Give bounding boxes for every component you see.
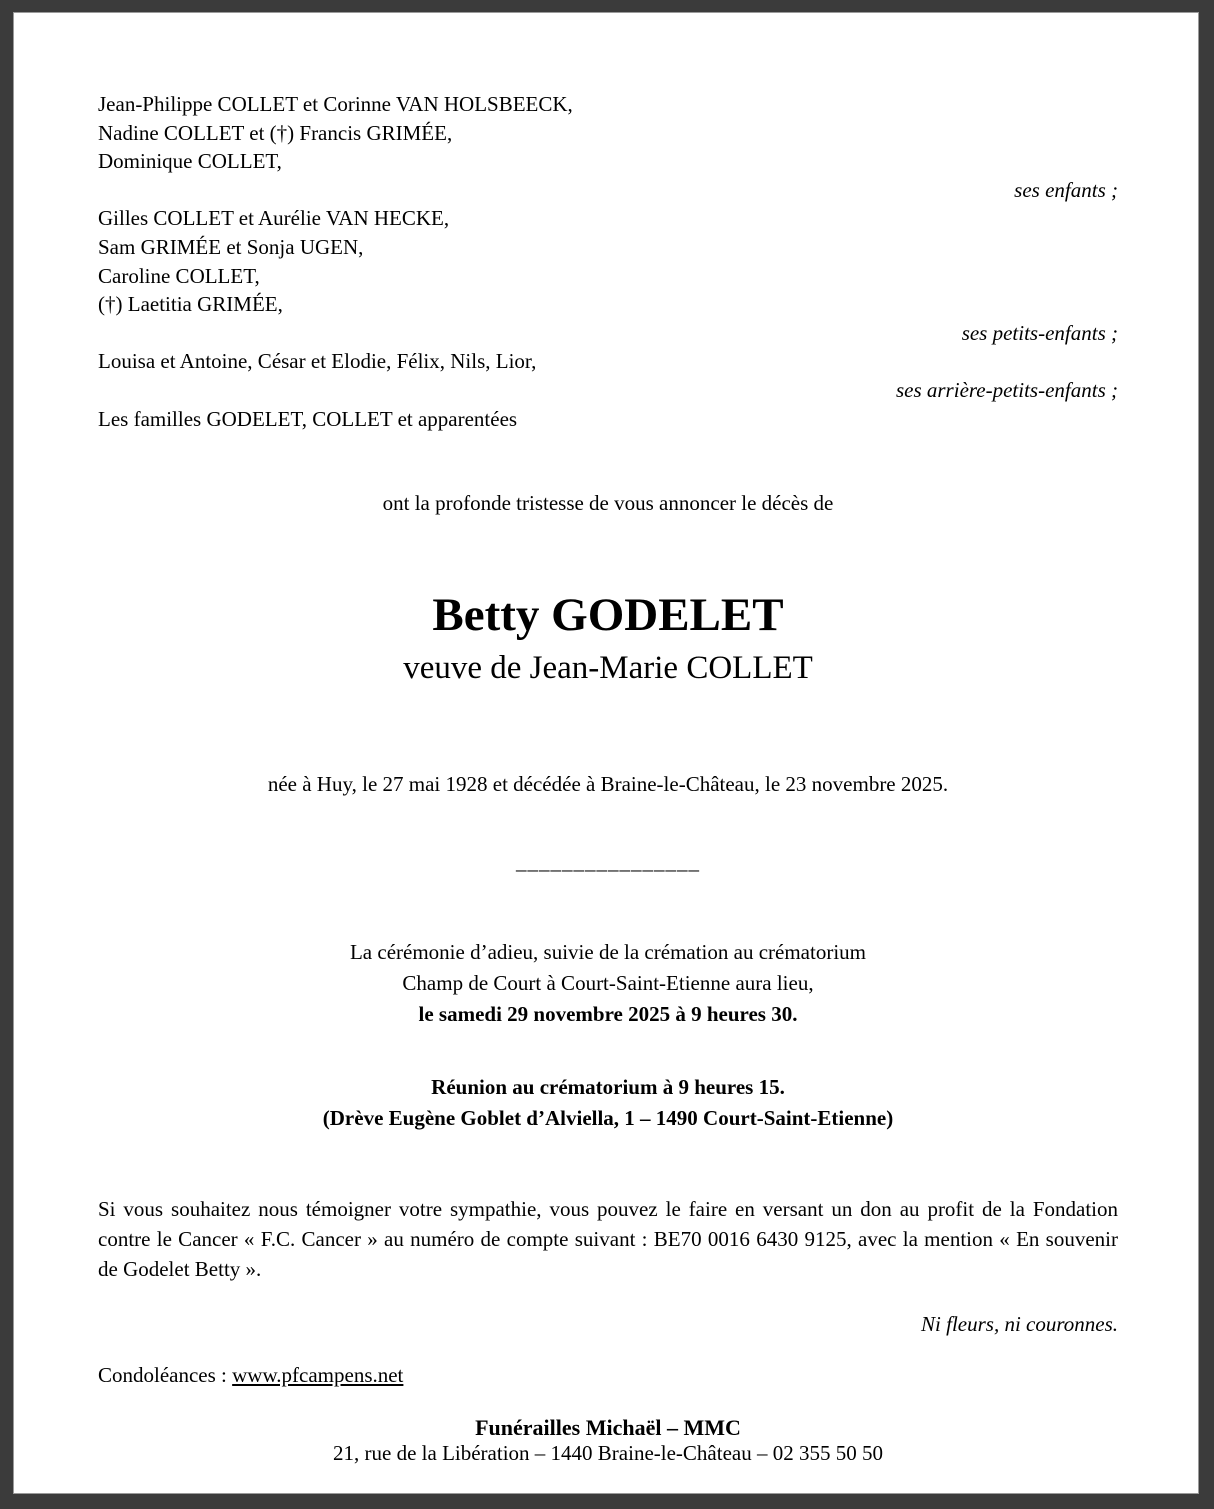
family-line: Jean-Philippe COLLET et Corinne VAN HOLSBEECK,: [98, 92, 573, 116]
meeting-line-2: (Drève Eugène Goblet d’Alviella, 1 – 1490 Court-Saint-Etienne): [322, 1106, 894, 1131]
family-line: Nadine COLLET et (†) Francis GRIMÉE,: [98, 120, 453, 145]
announcement-line: ont la profonde tristesse de vous annoncer le décès de: [382, 491, 834, 516]
family-line: Les familles GODELET, COLLET et apparentées: [98, 406, 518, 431]
condolences-label: Condoléances :: [98, 1363, 233, 1388]
family-line: Gilles COLLET et Aurélie VAN HECKE,: [98, 206, 450, 231]
ceremony-line-2: Champ de Court à Court-Saint-Etienne aura lieu,: [402, 971, 814, 996]
family-line: Louisa et Antoine, César et Elodie, Félix, Nils, Lior,: [98, 349, 537, 374]
relation-label-grandchildren: ses petits-enfants ;: [961, 320, 1118, 345]
condolences-line: [98, 1361, 1118, 1390]
funeral-home-name: Funérailles Michaël – MMC: [475, 1414, 741, 1440]
deceased-name: Betty GODELET: [432, 588, 784, 641]
family-line: (†) Laetitia GRIMÉE,: [98, 292, 283, 317]
meeting-block: [98, 1072, 1118, 1134]
relation-label-great-grandchildren: ses arrière-petits-enfants ;: [895, 377, 1118, 402]
ceremony-line-1: La cérémonie d’adieu, suivie de la crémation au crématorium: [349, 940, 867, 965]
family-line: Sam GRIMÉE et Sonja UGEN,: [98, 234, 364, 259]
meeting-line-1: Réunion au crématorium à 9 heures 15.: [431, 1075, 785, 1100]
deceased-relation: veuve de Jean-Marie COLLET: [403, 649, 813, 686]
family-line: Dominique COLLET,: [98, 149, 282, 174]
family-names-block: [98, 90, 1118, 433]
no-flowers-note: Ni fleurs, ni couronnes.: [921, 1312, 1118, 1337]
life-dates: née à Huy, le 27 mai 1928 et décédée à Braine-le-Château, le 23 novembre 2025.: [267, 771, 949, 796]
ceremony-line-3: le samedi 29 novembre 2025 à 9 heures 30.: [418, 1002, 798, 1027]
announcement-page: [13, 12, 1199, 1494]
donation-paragraph: Si vous souhaitez nous témoigner votre sympathie, vous pouvez le faire en versant un don au profit de la Fondation contre le Cancer « F.C. Cancer » au numéro de compte suivant : BE70 0016 6430 9125, avec la mention « En souvenir de Godelet Betty ».: [98, 1197, 1118, 1282]
funeral-home-address: 21, rue de la Libération – 1440 Braine-le-Château – 02 355 50 50: [333, 1440, 883, 1465]
relation-label-children: ses enfants ;: [1014, 177, 1118, 202]
family-line: Caroline COLLET,: [98, 263, 260, 288]
ceremony-block: [98, 937, 1118, 1030]
condolences-link[interactable]: www.pfcampens.net: [232, 1363, 404, 1388]
announcement-content: [14, 13, 1198, 1466]
divider-line: ________________: [516, 850, 700, 875]
